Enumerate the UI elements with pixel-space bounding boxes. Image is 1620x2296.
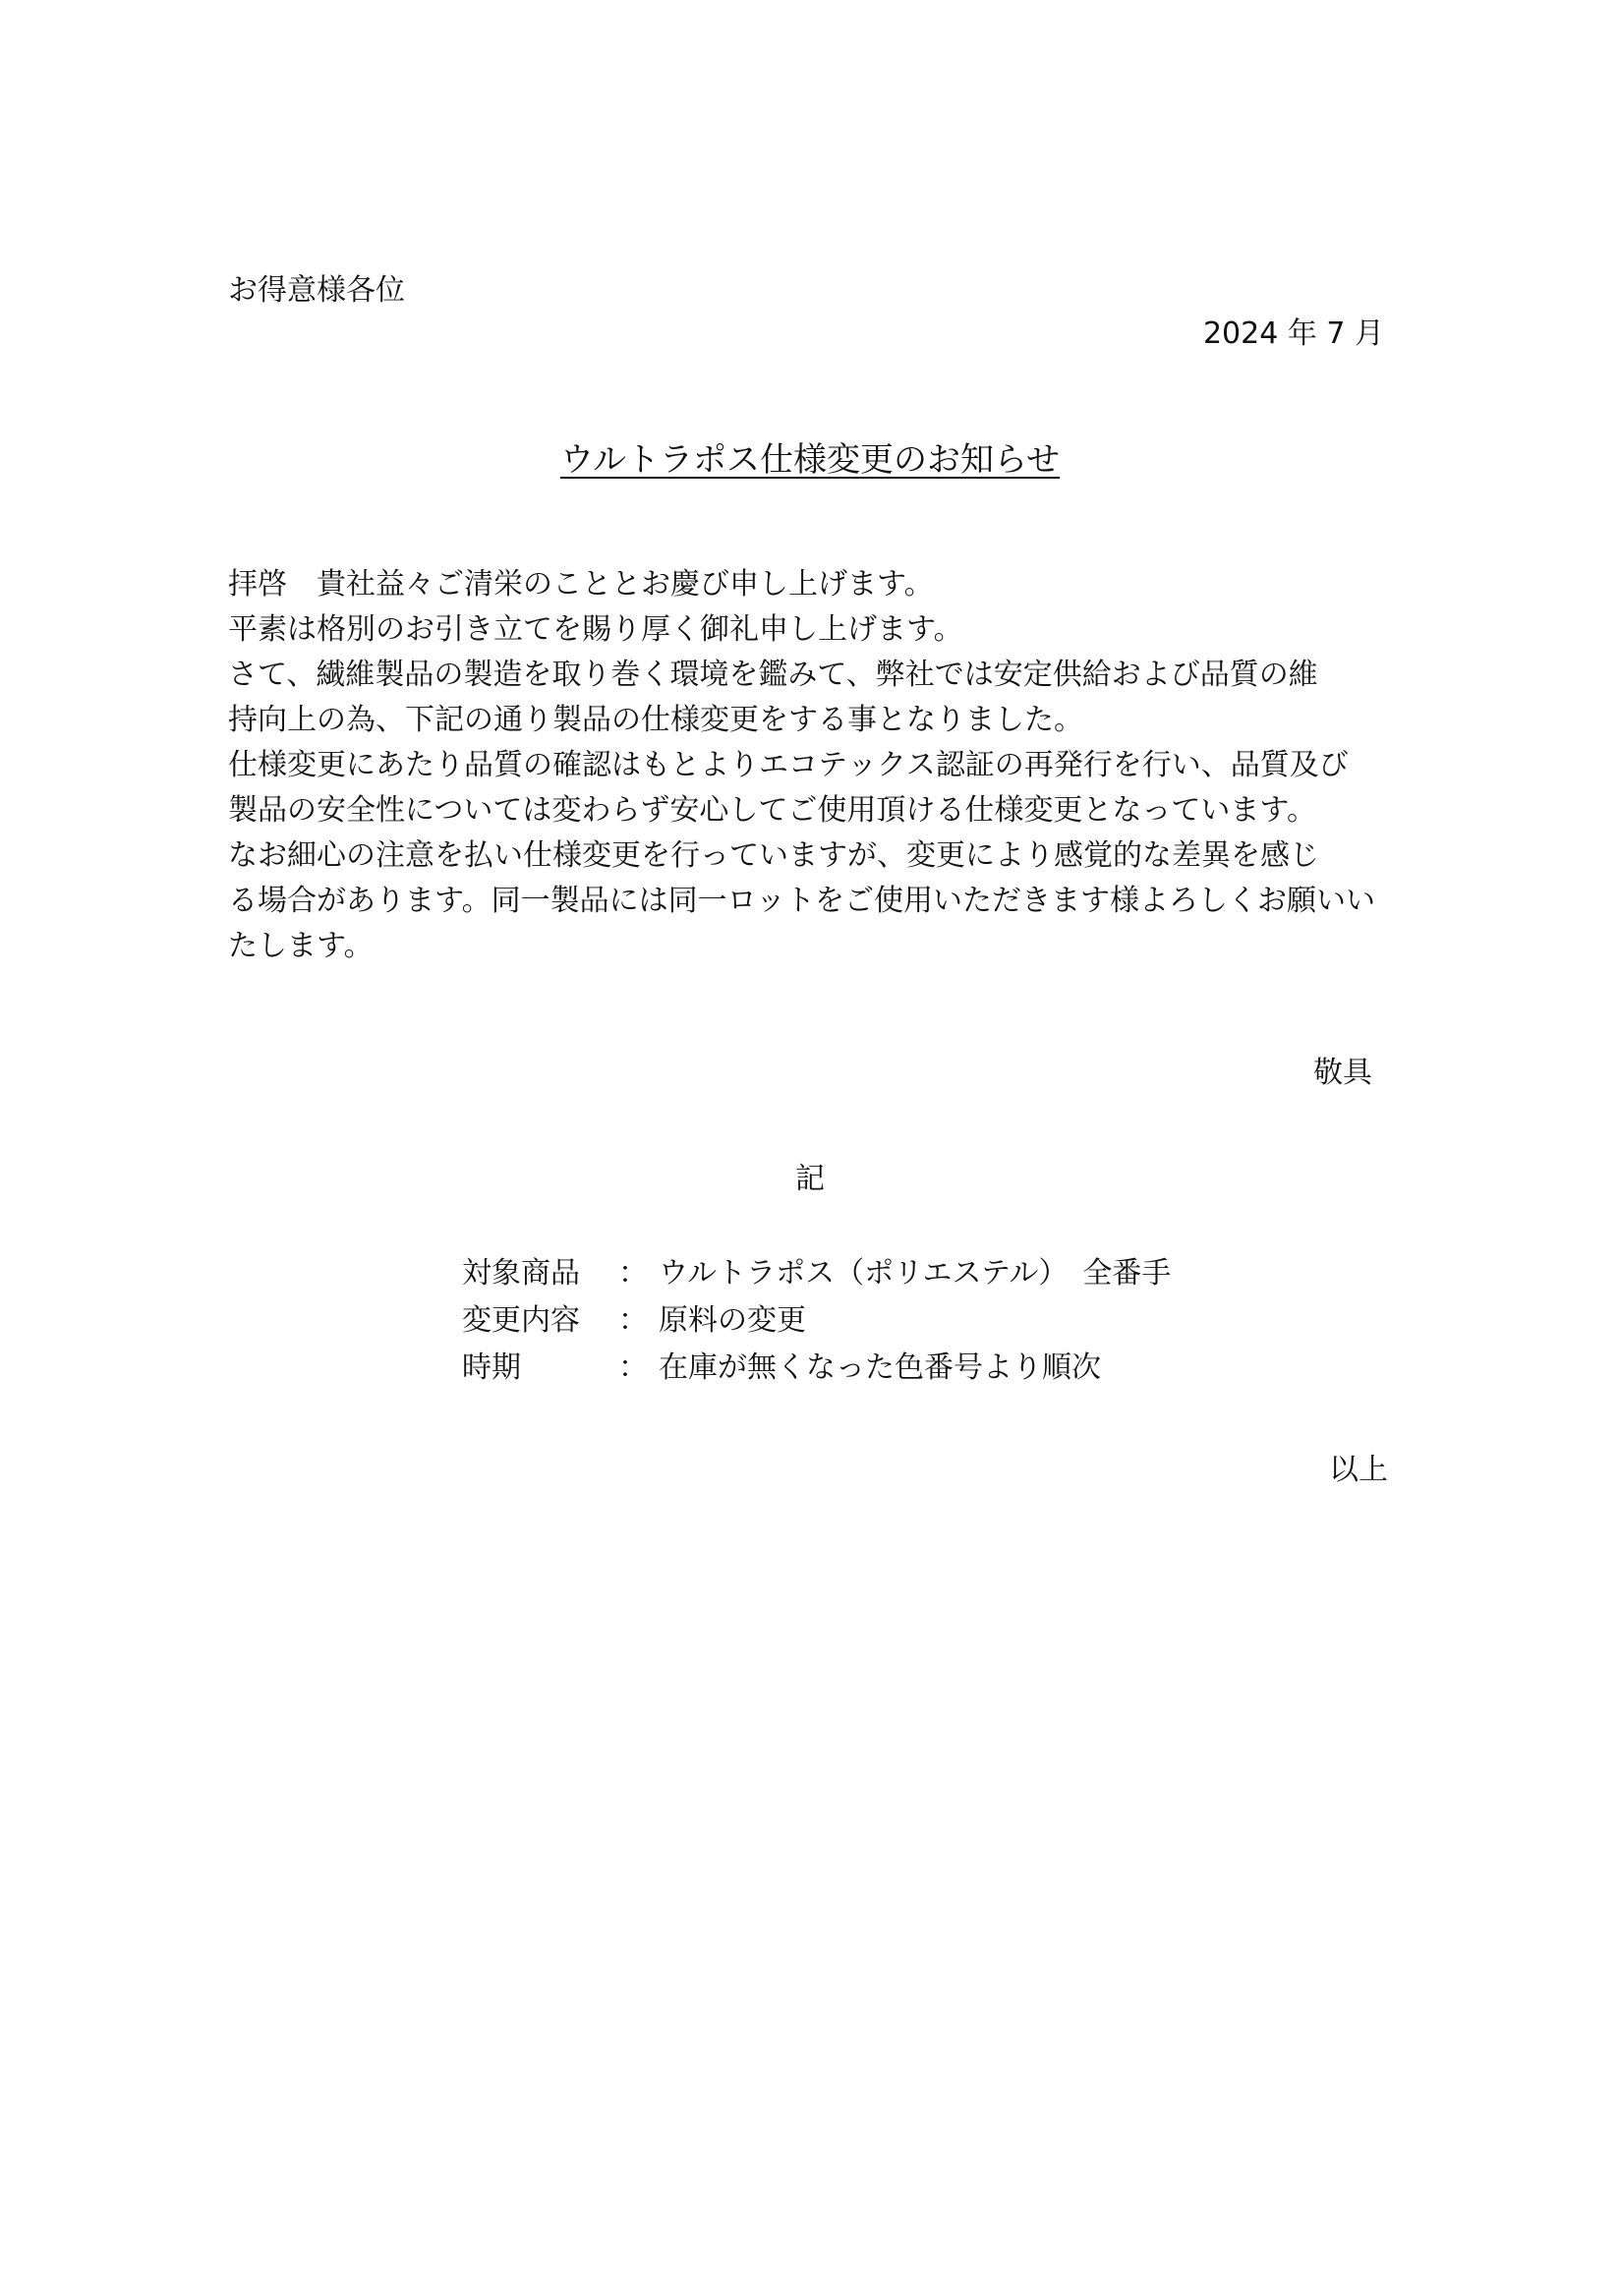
- body-line: 持向上の為、下記の通り製品の仕様変更をする事となりました。: [228, 703, 1083, 737]
- body-line: る場合があります。同一製品には同一ロットをご使用いただきます様よろしくお願いい: [228, 884, 1375, 918]
- body-line: 拝啓 貴社益々ご清栄のこととお慶び申し上げます。: [228, 567, 934, 602]
- detail-row-target-product: [462, 1250, 1171, 1297]
- detail-label: 対象商品: [462, 1256, 580, 1291]
- detail-value: 在庫が無くなった色番号より順次: [659, 1350, 1101, 1385]
- closing-keigu: 敬具: [1313, 1056, 1372, 1090]
- detail-value: ウルトラポス（ポリエステル） 全番手: [659, 1256, 1172, 1291]
- addressee: お得意様各位: [228, 273, 405, 308]
- letter-title-text: ウルトラポス仕様変更のお知らせ: [560, 440, 1060, 480]
- body-line: 仕様変更にあたり品質の確認はもとよりエコテックス認証の再発行を行い、品質及び: [228, 748, 1349, 782]
- letter-date: 2024 年 7 月: [1202, 316, 1384, 351]
- body-line: 平素は格別のお引き立てを賜り厚く御礼申し上げます。: [228, 612, 963, 647]
- closing-ijou: 以上: [1329, 1453, 1388, 1487]
- body-line: さて、繊維製品の製造を取り巻く環境を鑑みて、弊社では安定供給および品質の維: [228, 658, 1318, 692]
- detail-value: 原料の変更: [659, 1303, 806, 1338]
- letter-title: [0, 436, 1620, 484]
- ki-heading: 記: [795, 1162, 825, 1196]
- detail-colon: ：: [618, 1303, 648, 1338]
- body-line: たします。: [228, 929, 374, 963]
- detail-colon: ：: [618, 1350, 648, 1385]
- detail-row-timing: [462, 1345, 1171, 1392]
- detail-row-change-content: [462, 1297, 1171, 1345]
- detail-colon: ：: [618, 1256, 648, 1291]
- body-line: なお細心の注意を払い仕様変更を行っていますが、変更により感覚的な差異を感じ: [228, 838, 1319, 873]
- detail-label: 時期: [462, 1350, 521, 1385]
- details-list: [462, 1250, 1171, 1392]
- detail-label: 変更内容: [462, 1303, 580, 1338]
- body-line: 製品の安全性については変わらず安心してご使用頂ける仕様変更となっています。: [228, 793, 1316, 828]
- letter-body: [228, 562, 1388, 969]
